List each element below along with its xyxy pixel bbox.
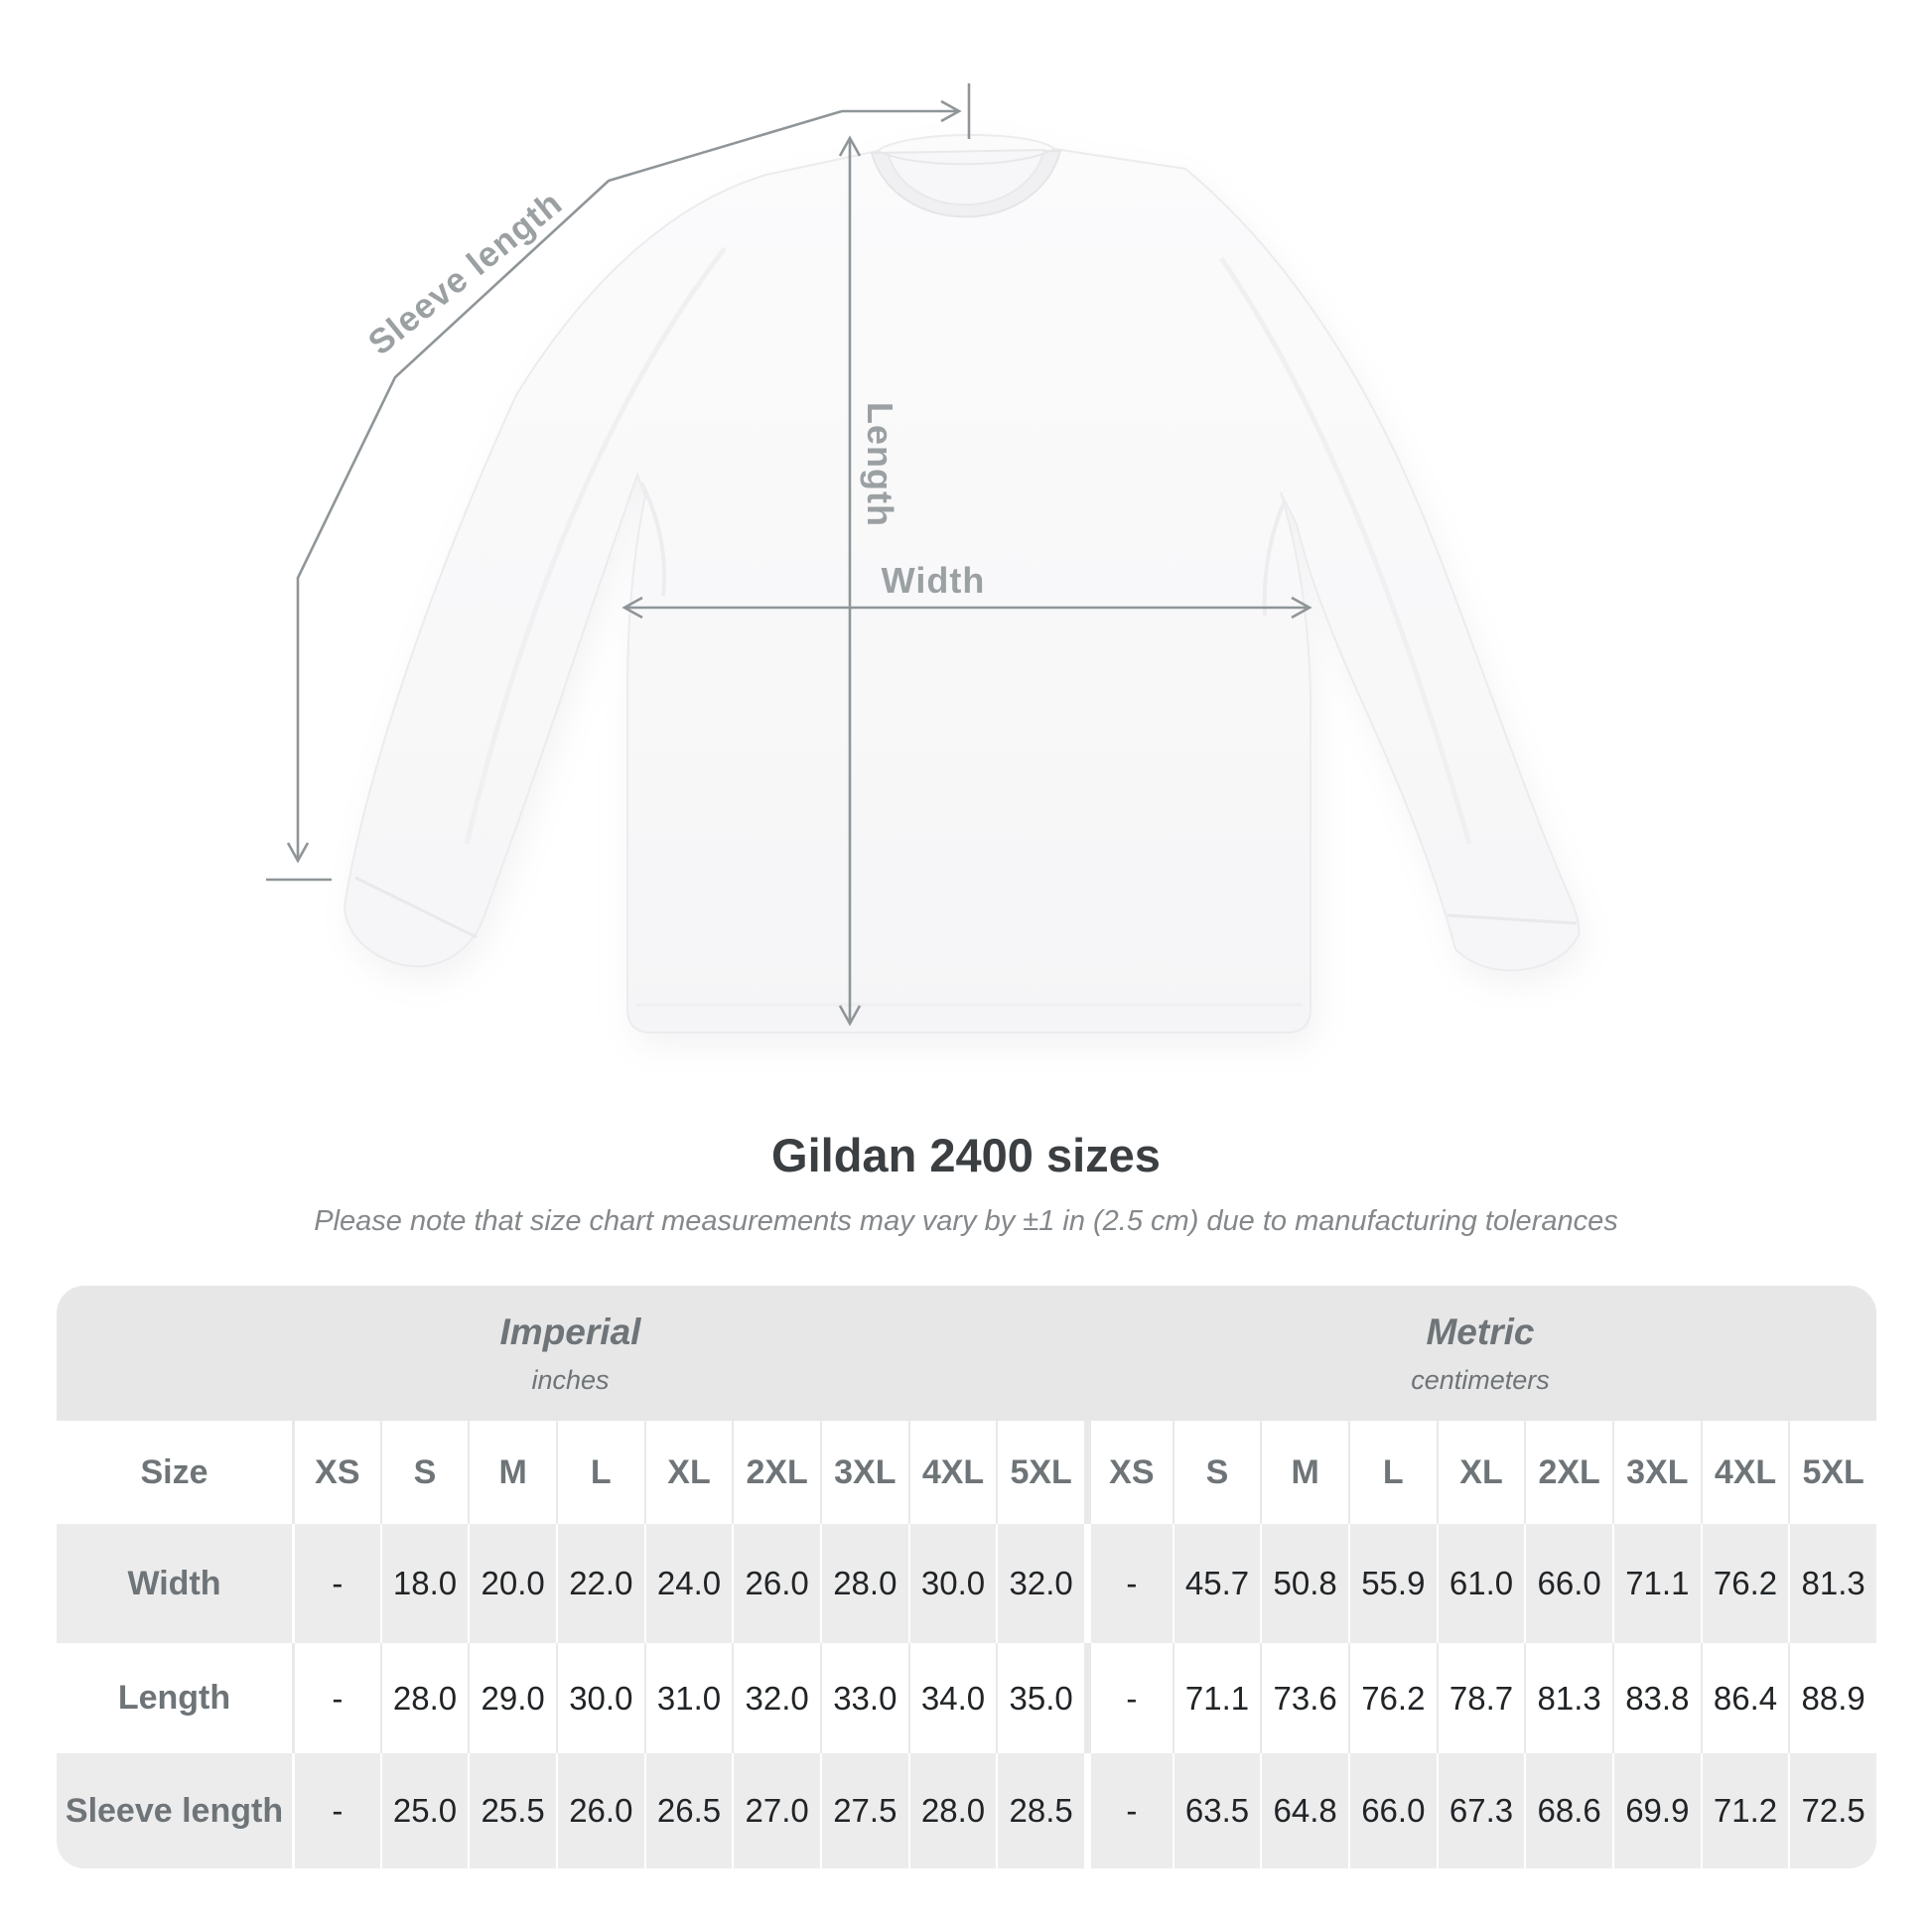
- width-label: Width: [881, 560, 986, 601]
- size-header-cell: M: [1260, 1421, 1348, 1524]
- length-label: Length: [860, 402, 900, 527]
- value-cell: 68.6: [1524, 1753, 1612, 1868]
- value-cell: 88.9: [1788, 1643, 1876, 1753]
- size-header-cell: XL: [1437, 1421, 1525, 1524]
- value-cell: 35.0: [996, 1643, 1084, 1753]
- row-label: Length: [57, 1643, 292, 1753]
- value-cell: 63.5: [1173, 1753, 1261, 1868]
- value-cell: 78.7: [1437, 1643, 1525, 1753]
- value-cell: -: [1084, 1643, 1173, 1753]
- value-cell: 28.0: [380, 1643, 469, 1753]
- size-header-cell: M: [468, 1421, 556, 1524]
- value-cell: 69.9: [1612, 1753, 1701, 1868]
- size-header-cell: 5XL: [1788, 1421, 1876, 1524]
- value-cell: 26.5: [644, 1753, 733, 1868]
- size-header-cell: L: [1348, 1421, 1437, 1524]
- size-header-cell: 5XL: [996, 1421, 1084, 1524]
- value-cell: 24.0: [644, 1524, 733, 1643]
- row-label: Width: [57, 1524, 292, 1643]
- size-corner-header: Size: [57, 1421, 292, 1524]
- value-cell: 20.0: [468, 1524, 556, 1643]
- value-cell: 27.5: [820, 1753, 908, 1868]
- value-cell: 29.0: [468, 1643, 556, 1753]
- value-cell: 86.4: [1701, 1643, 1789, 1753]
- unit-group-unit: centimeters: [1411, 1364, 1550, 1395]
- unit-group-imperial: [57, 1286, 1084, 1421]
- value-cell: 26.0: [732, 1524, 820, 1643]
- value-cell: 45.7: [1173, 1524, 1261, 1643]
- value-cell: 33.0: [820, 1643, 908, 1753]
- heading: [0, 1130, 1932, 1238]
- value-cell: 31.0: [644, 1643, 733, 1753]
- size-header-cell: 4XL: [908, 1421, 997, 1524]
- size-header-cell: 3XL: [1612, 1421, 1701, 1524]
- page-title: Gildan 2400 sizes: [771, 1129, 1161, 1181]
- size-header-cell: 4XL: [1701, 1421, 1789, 1524]
- unit-group-metric: [1084, 1286, 1876, 1421]
- value-cell: -: [292, 1753, 380, 1868]
- value-cell: 50.8: [1260, 1524, 1348, 1643]
- value-cell: 83.8: [1612, 1643, 1701, 1753]
- value-cell: 76.2: [1348, 1643, 1437, 1753]
- size-header-cell: 3XL: [820, 1421, 908, 1524]
- size-header-cell: 2XL: [1524, 1421, 1612, 1524]
- value-cell: 61.0: [1437, 1524, 1525, 1643]
- unit-group-name: Metric: [1426, 1311, 1535, 1352]
- value-cell: 64.8: [1260, 1753, 1348, 1868]
- value-cell: 18.0: [380, 1524, 469, 1643]
- value-cell: 67.3: [1437, 1753, 1525, 1868]
- size-header-cell: L: [556, 1421, 644, 1524]
- value-cell: 30.0: [908, 1524, 997, 1643]
- value-cell: 71.1: [1173, 1643, 1261, 1753]
- value-cell: 28.0: [908, 1753, 997, 1868]
- value-cell: 66.0: [1348, 1753, 1437, 1868]
- row-label: Sleeve length: [57, 1753, 292, 1868]
- value-cell: 32.0: [732, 1643, 820, 1753]
- value-cell: 66.0: [1524, 1524, 1612, 1643]
- value-cell: 26.0: [556, 1753, 644, 1868]
- size-table: [57, 1286, 1876, 1868]
- size-header-cell: XS: [1084, 1421, 1173, 1524]
- value-cell: 28.5: [996, 1753, 1084, 1868]
- value-cell: -: [292, 1643, 380, 1753]
- value-cell: 55.9: [1348, 1524, 1437, 1643]
- value-cell: 25.0: [380, 1753, 469, 1868]
- value-cell: 30.0: [556, 1643, 644, 1753]
- value-cell: 32.0: [996, 1524, 1084, 1643]
- sleeve-length-label: Sleeve length: [360, 183, 570, 363]
- value-cell: 71.1: [1612, 1524, 1701, 1643]
- value-cell: -: [1084, 1524, 1173, 1643]
- value-cell: 25.5: [468, 1753, 556, 1868]
- unit-group-name: Imperial: [499, 1311, 641, 1352]
- value-cell: -: [1084, 1753, 1173, 1868]
- value-cell: 71.2: [1701, 1753, 1789, 1868]
- value-cell: 73.6: [1260, 1643, 1348, 1753]
- size-header-cell: 2XL: [732, 1421, 820, 1524]
- value-cell: 81.3: [1788, 1524, 1876, 1643]
- value-cell: -: [292, 1524, 380, 1643]
- value-cell: 22.0: [556, 1524, 644, 1643]
- value-cell: 76.2: [1701, 1524, 1789, 1643]
- value-cell: 81.3: [1524, 1643, 1612, 1753]
- size-header-cell: S: [380, 1421, 469, 1524]
- unit-group-unit: inches: [531, 1364, 610, 1395]
- value-cell: 28.0: [820, 1524, 908, 1643]
- size-header-cell: XL: [644, 1421, 733, 1524]
- value-cell: 27.0: [732, 1753, 820, 1868]
- size-header-cell: XS: [292, 1421, 380, 1524]
- size-header-cell: S: [1173, 1421, 1261, 1524]
- value-cell: 34.0: [908, 1643, 997, 1753]
- value-cell: 72.5: [1788, 1753, 1876, 1868]
- page-subtitle: Please note that size chart measurements may vary by ±1 in (2.5 cm) due to manufacturing tolerances: [314, 1204, 1618, 1237]
